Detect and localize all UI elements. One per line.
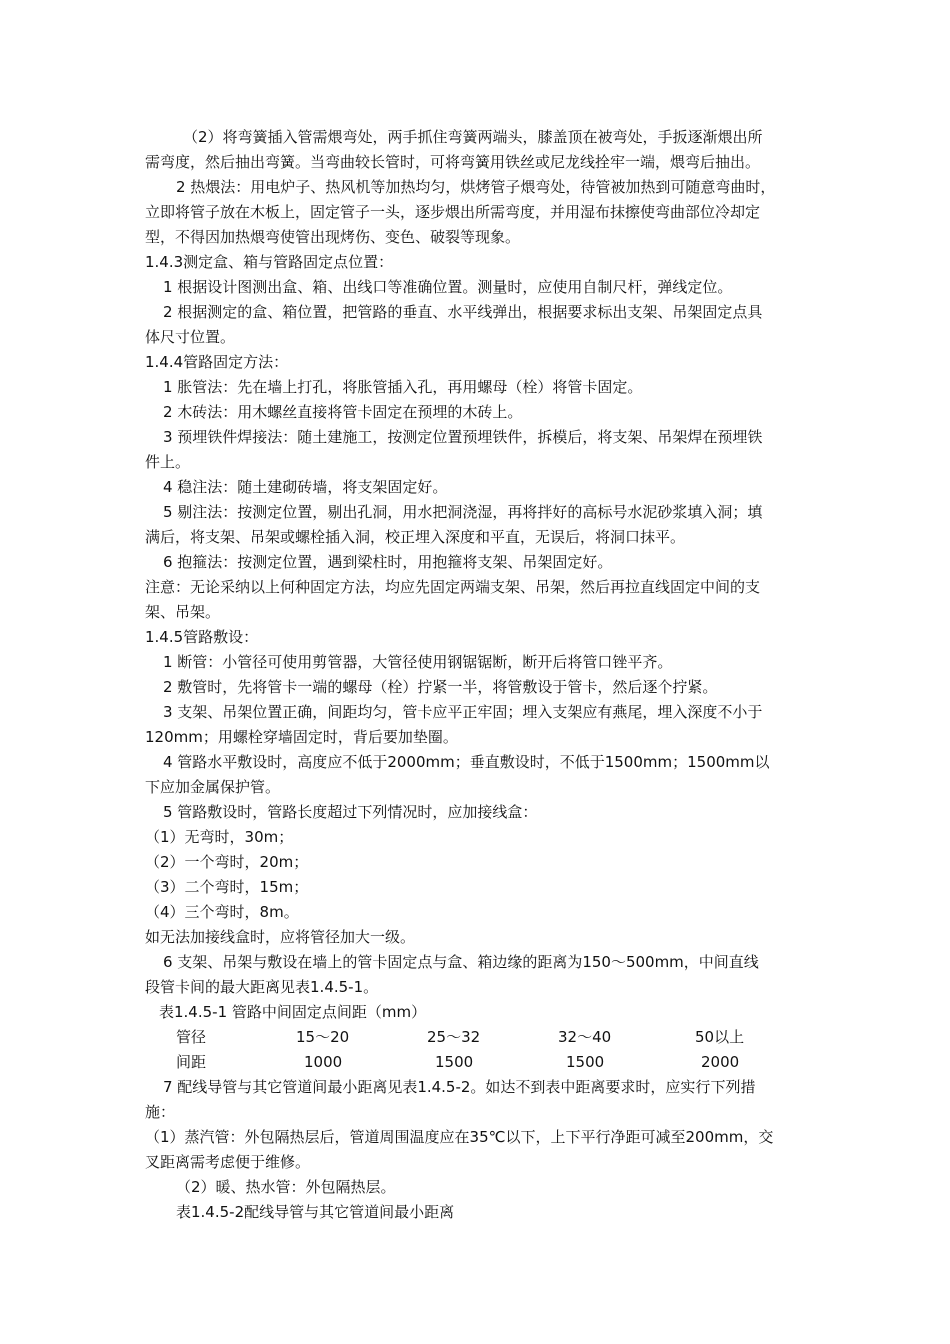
table-caption: 表1.4.5-2配线导管与其它管道间最小距离 bbox=[176, 1203, 455, 1221]
text-line: 满后，将支架、吊架或螺栓插入洞，校正埋入深度和平直，无误后，将洞口抹平。 bbox=[145, 528, 686, 546]
table-cell: 25～32 bbox=[427, 1028, 481, 1046]
note-text: 架、吊架。 bbox=[145, 603, 221, 621]
text-line: 2 根据测定的盒、箱位置，把管路的垂直、水平线弹出，根据要求标出支架、吊架固定点具 bbox=[163, 303, 763, 321]
text-line: 体尺寸位置。 bbox=[145, 328, 236, 346]
text-line: 5 剔注法：按测定位置，剔出孔洞，用水把洞浇湿，再将拌好的高标号水泥砂浆填入洞；填 bbox=[163, 503, 763, 521]
text-line: 2 敷管时，先将管卡一端的螺母（栓）拧紧一半，将管敷设于管卡，然后逐个拧紧。 bbox=[163, 678, 718, 696]
text-line: （2）将弯簧插入管需煨弯处，两手抓住弯簧两端头，膝盖顶在被弯处，手扳逐渐煨出所 bbox=[183, 128, 763, 146]
text-line: 7 配线导管与其它管道间最小距离见表1.4.5-2。如达不到表中距离要求时，应实行下列措 bbox=[163, 1078, 756, 1096]
list-item: （4）三个弯时，8m。 bbox=[145, 903, 299, 921]
section-heading: 1.4.3测定盒、箱与管路固定点位置： bbox=[145, 253, 394, 271]
text-line: 1 胀管法：先在墙上打孔，将胀管插入孔，再用螺母（栓）将管卡固定。 bbox=[163, 378, 643, 396]
text-line: 6 抱箍法：按测定位置，遇到梁柱时，用抱箍将支架、吊架固定好。 bbox=[163, 553, 613, 571]
section-heading: 1.4.5管路敷设： bbox=[145, 628, 259, 646]
text-line: 3 预埋铁件焊接法：随土建施工，按测定位置预埋铁件，拆模后，将支架、吊架焊在预埋铁 bbox=[163, 428, 763, 446]
list-item: （1）无弯时，30m； bbox=[145, 828, 294, 846]
list-item: （1）蒸汽管：外包隔热层后，管道周围温度应在35℃以下，上下平行净距可减至200mm，交 bbox=[145, 1128, 774, 1146]
section-heading: 1.4.4管路固定方法： bbox=[145, 353, 289, 371]
text-line: 施： bbox=[145, 1103, 176, 1121]
text-line: 4 稳注法：随土建砌砖墙，将支架固定好。 bbox=[163, 478, 448, 496]
text-line: 下应加金属保护管。 bbox=[145, 778, 281, 796]
text-line: 5 管路敷设时，管路长度超过下列情况时，应加接线盒： bbox=[163, 803, 538, 821]
text-line: 如无法加接线盒时，应将管径加大一级。 bbox=[145, 928, 416, 946]
text-line: 需弯度，然后抽出弯簧。当弯曲较长管时，可将弯簧用铁丝或尼龙线拴牢一端，煨弯后抽出。 bbox=[145, 153, 761, 171]
list-item: （3）二个弯时，15m； bbox=[145, 878, 309, 896]
text-line: 叉距离需考虑便于维修。 bbox=[145, 1153, 311, 1171]
text-line: 1 根据设计图测出盒、箱、出线口等准确位置。测量时，应使用自制尺杆，弹线定位。 bbox=[163, 278, 733, 296]
text-line: 段管卡间的最大距离见表1.4.5-1。 bbox=[145, 978, 379, 996]
text-line: 3 支架、吊架位置正确，间距均匀，管卡应平正牢固；埋入支架应有燕尾，埋入深度不小于 bbox=[163, 703, 763, 721]
table-caption: 表1.4.5-1 管路中间固定点间距（mm） bbox=[159, 1003, 427, 1021]
text-line: 型，不得因加热煨弯使管出现烤伤、变色、破裂等现象。 bbox=[145, 228, 521, 246]
table-cell: 1500 bbox=[435, 1053, 474, 1071]
table-cell: 2000 bbox=[701, 1053, 740, 1071]
table-cell: 1500 bbox=[566, 1053, 605, 1071]
text-line: 4 管路水平敷设时，高度应不低于2000mm；垂直敷设时，不低于1500mm；1500mm以 bbox=[163, 753, 770, 771]
text-line: 120mm；用螺栓穿墙固定时，背后要加垫圈。 bbox=[145, 728, 458, 746]
list-item: （2）暖、热水管：外包隔热层。 bbox=[176, 1178, 396, 1196]
text-line: 2 木砖法：用木螺丝直接将管卡固定在预埋的木砖上。 bbox=[163, 403, 523, 421]
text-line: 2 热煨法：用电炉子、热风机等加热均匀，烘烤管子煨弯处，待管被加热到可随意弯曲时， bbox=[176, 178, 776, 196]
text-line: 件上。 bbox=[145, 453, 191, 471]
table-cell: 1000 bbox=[304, 1053, 343, 1071]
text-line: 6 支架、吊架与敷设在墙上的管卡固定点与盒、箱边缘的距离为150～500mm，中间直线 bbox=[163, 953, 759, 971]
text-line: 1 断管：小管径可使用剪管器，大管径使用钢锯锯断，断开后将管口锉平齐。 bbox=[163, 653, 673, 671]
note-text: 注意：无论采纳以上何种固定方法，均应先固定两端支架、吊架，然后再拉直线固定中间的支 bbox=[145, 578, 761, 596]
table-cell: 32～40 bbox=[558, 1028, 612, 1046]
text-line: 立即将管子放在木板上，固定管子一头，逐步煨出所需弯度，并用湿布抹擦使弯曲部位冷却定 bbox=[145, 203, 761, 221]
table-cell: 50以上 bbox=[695, 1028, 745, 1046]
table-cell: 间距 bbox=[176, 1053, 207, 1071]
list-item: （2）一个弯时，20m； bbox=[145, 853, 309, 871]
table-cell: 15～20 bbox=[296, 1028, 350, 1046]
table-cell: 管径 bbox=[176, 1028, 207, 1046]
